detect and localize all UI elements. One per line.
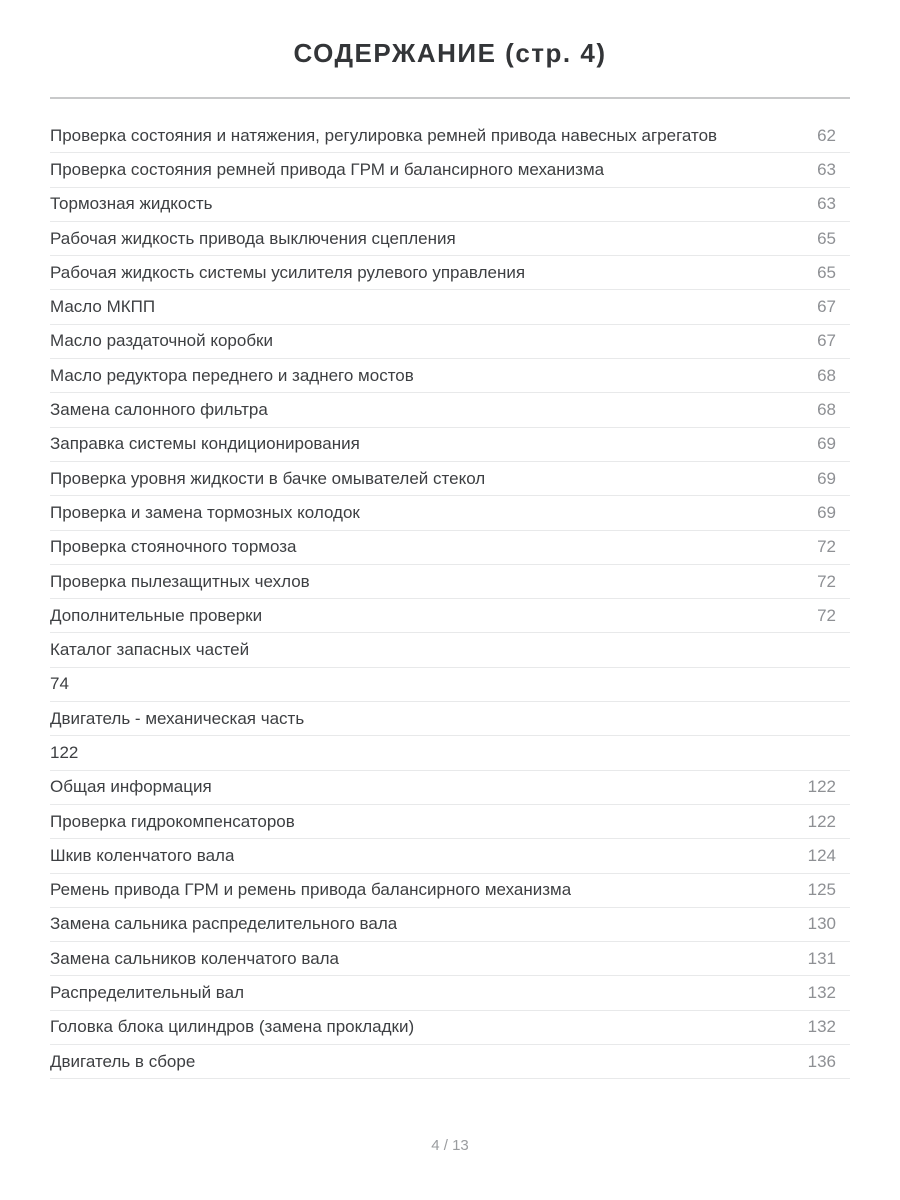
toc-entry xyxy=(50,325,850,359)
toc-entry-page: 132 xyxy=(807,983,836,1003)
toc-entry-title: Распределительный вал xyxy=(50,983,244,1003)
toc-entry xyxy=(50,1045,850,1079)
toc-entry-page: 122 xyxy=(807,777,836,797)
toc-entry-title: Масло раздаточной коробки xyxy=(50,331,273,351)
toc-entry-title: Замена сальника распределительного вала xyxy=(50,914,398,934)
toc-entry-title: Тормозная жидкость xyxy=(50,194,213,214)
toc-entry xyxy=(50,771,850,805)
toc-entry-title: Шкив коленчатого вала xyxy=(50,845,235,865)
toc-entry-title: 122 xyxy=(50,742,79,762)
toc-entry-title: Ремень привода ГРМ и ремень привода балансирного механизма xyxy=(50,880,572,900)
toc-entry-page: 68 xyxy=(817,365,836,385)
toc-entry-page: 65 xyxy=(817,228,836,248)
toc-entry-page: 69 xyxy=(817,434,836,454)
toc-entry xyxy=(50,633,850,667)
toc-entry-page: 125 xyxy=(807,880,836,900)
toc-entry-page: 130 xyxy=(807,914,836,934)
page-indicator: 4 / 13 xyxy=(431,1137,469,1155)
toc-entry xyxy=(50,119,850,153)
toc-entry xyxy=(50,565,850,599)
toc-entry-title: Масло редуктора переднего и заднего мостов xyxy=(50,365,414,385)
toc-entry-title: Двигатель - механическая часть xyxy=(50,708,305,728)
toc-entry-page: 67 xyxy=(817,297,836,317)
toc-entry xyxy=(50,908,850,942)
toc-entry-page: 72 xyxy=(817,571,836,591)
toc-entry-title: Дополнительные проверки xyxy=(50,605,263,625)
toc-entry-page: 67 xyxy=(817,331,836,351)
toc-entry xyxy=(50,736,850,770)
toc-entry-page: 124 xyxy=(807,845,836,865)
toc-entry-title: Проверка состояния и натяжения, регулировка ремней привода навесных агрегатов xyxy=(50,125,718,145)
toc-entry xyxy=(50,393,850,427)
toc-entry xyxy=(50,702,850,736)
toc-entry xyxy=(50,153,850,187)
toc-entry xyxy=(50,839,850,873)
toc-entry-title: 74 xyxy=(50,674,69,694)
toc-entry xyxy=(50,531,850,565)
toc-entry-title: Проверка уровня жидкости в бачке омывателей стекол xyxy=(50,468,486,488)
toc-entry-title: Рабочая жидкость привода выключения сцепления xyxy=(50,228,456,248)
toc-entry-title: Масло МКПП xyxy=(50,297,156,317)
toc-entry-page: 68 xyxy=(817,400,836,420)
toc-entry-title: Замена сальников коленчатого вала xyxy=(50,948,340,968)
toc-entry-page: 63 xyxy=(817,194,836,214)
toc-entry-title: Общая информация xyxy=(50,777,212,797)
toc-entry xyxy=(50,462,850,496)
toc-entry xyxy=(50,599,850,633)
toc-entry-title: Проверка состояния ремней привода ГРМ и балансирного механизма xyxy=(50,159,605,179)
toc-entry xyxy=(50,290,850,324)
toc-entry-page: 65 xyxy=(817,262,836,282)
toc-entry-page: 122 xyxy=(807,811,836,831)
toc-entry xyxy=(50,976,850,1010)
toc-entry xyxy=(50,874,850,908)
toc-entry xyxy=(50,805,850,839)
toc-entry xyxy=(50,1011,850,1045)
toc-entry-title: Двигатель в сборе xyxy=(50,1051,196,1071)
toc-entry-page: 62 xyxy=(817,125,836,145)
toc-entry-page: 72 xyxy=(817,537,836,557)
toc-entry-title: Проверка пылезащитных чехлов xyxy=(50,571,310,591)
page-title: СОДЕРЖАНИЕ (стр. 4) xyxy=(293,38,607,68)
toc-entry-title: Каталог запасных частей xyxy=(50,640,250,660)
toc-entry-title: Головка блока цилиндров (замена прокладки) xyxy=(50,1017,415,1037)
toc-entry-title: Рабочая жидкость системы усилителя рулевого управления xyxy=(50,262,526,282)
toc-entry-page: 69 xyxy=(817,468,836,488)
toc-entry-title: Проверка стояночного тормоза xyxy=(50,537,297,557)
toc-entry xyxy=(50,428,850,462)
toc-entry-page: 131 xyxy=(807,948,836,968)
toc-list xyxy=(50,99,850,1079)
toc-entry-page: 136 xyxy=(807,1051,836,1071)
toc-entry-title: Заправка системы кондиционирования xyxy=(50,434,360,454)
toc-entry-title: Замена салонного фильтра xyxy=(50,400,268,420)
toc-entry-page: 63 xyxy=(817,159,836,179)
toc-entry xyxy=(50,496,850,530)
toc-entry xyxy=(50,256,850,290)
toc-entry-page: 132 xyxy=(807,1017,836,1037)
toc-entry-page: 72 xyxy=(817,605,836,625)
toc-entry-title: Проверка гидрокомпенсаторов xyxy=(50,811,295,831)
toc-entry xyxy=(50,942,850,976)
toc-entry-page: 69 xyxy=(817,502,836,522)
toc-entry xyxy=(50,222,850,256)
toc-entry xyxy=(50,359,850,393)
toc-entry xyxy=(50,188,850,222)
toc-entry-title: Проверка и замена тормозных колодок xyxy=(50,502,360,522)
toc-entry xyxy=(50,668,850,702)
